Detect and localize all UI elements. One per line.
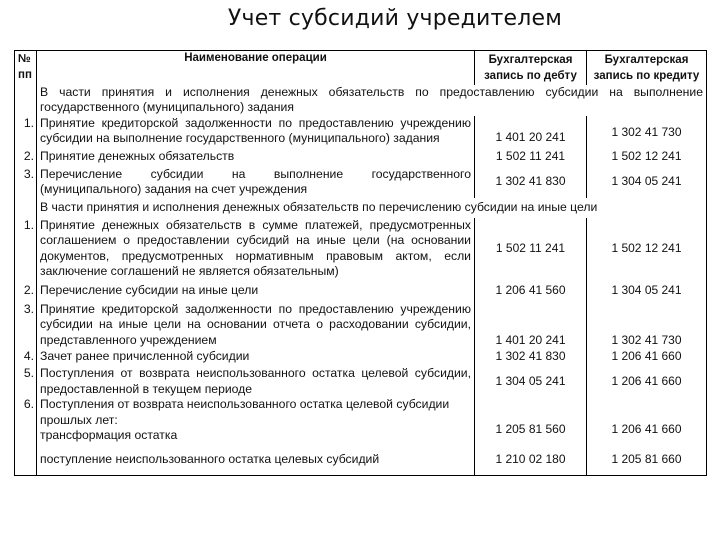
row-num: 3. — [15, 167, 37, 198]
row-credit: 1 304 05 241 — [587, 280, 707, 302]
table-row — [15, 444, 707, 476]
row-credit: 1 304 05 241 — [587, 167, 707, 198]
section-1-num — [15, 85, 37, 116]
row-name: поступление неиспользованного остатка целевых субсидий — [37, 444, 475, 476]
row-debit: 1 205 81 560 — [475, 397, 587, 444]
row-num: 5. — [15, 366, 37, 397]
row-debit: 1 304 05 241 — [475, 366, 587, 397]
section-1-row — [15, 85, 707, 116]
header-name: Наименование операции — [37, 51, 475, 85]
row-name: Принятие денежных обязательств — [37, 147, 475, 167]
row-name: Принятие денежных обязательств в сумме платежей, предусмотренных соглашением о предоставлении субсидий на иные цели (на основании документов, предусмотренных нормативным правовым актом, если заключение соглашений не является обязательным) — [37, 218, 475, 280]
row-num: 3. — [15, 302, 37, 349]
row-name: Поступления от возврата неиспользованного остатка целевой субсидии, предоставленной в текущем периоде — [37, 366, 475, 397]
row-name — [37, 397, 475, 444]
row-num: 1. — [15, 116, 37, 147]
row-debit: 1 302 41 830 — [475, 167, 587, 198]
row-debit: 1 401 20 241 — [475, 302, 587, 349]
row-num: 6. — [15, 397, 37, 444]
row-credit: 1 206 41 660 — [587, 366, 707, 397]
table-row — [15, 116, 707, 147]
header-credit: Бухгалтерская запись по кредиту — [587, 51, 707, 85]
table-row — [15, 147, 707, 167]
page-title: Учет субсидий учредителем — [227, 6, 563, 31]
row-name: Принятие кредиторской задолженности по предоставлению учреждению субсидии на выполнение государственного (муниципального) задания — [37, 116, 475, 147]
row-credit: 1 502 12 241 — [587, 218, 707, 280]
row-name-line2: трансформация остатка — [40, 428, 178, 442]
row-debit: 1 210 02 180 — [475, 444, 587, 476]
row-name: Перечисление субсидии на иные цели — [37, 280, 475, 302]
table-row — [15, 348, 707, 366]
row-credit: 1 206 41 660 — [587, 397, 707, 444]
row-debit: 1 206 41 560 — [475, 280, 587, 302]
row-num: 2. — [15, 147, 37, 167]
section-2-row — [15, 198, 707, 218]
table-row — [15, 366, 707, 397]
row-num — [15, 444, 37, 476]
operations-table — [14, 50, 707, 476]
header-num: № пп — [15, 51, 37, 85]
table-row — [15, 397, 707, 444]
table-row — [15, 167, 707, 198]
row-credit: 1 502 12 241 — [587, 147, 707, 167]
row-num: 1. — [15, 218, 37, 280]
row-credit: 1 302 41 730 — [587, 116, 707, 147]
row-num: 2. — [15, 280, 37, 302]
section-1-title: В части принятия и исполнения денежных обязательств по предоставлению субсидии на выполнение государственного (муниципального) задания — [37, 85, 707, 116]
table-header-row — [15, 51, 707, 85]
row-debit: 1 502 11 241 — [475, 147, 587, 167]
section-2-num — [15, 198, 37, 218]
row-name: Принятие кредиторской задолженности по предоставлению учреждению субсидии на иные цели на основании отчета о расходовании субсидии, представленного учреждением — [37, 302, 475, 349]
header-debit: Бухгалтерская запись по дебту — [475, 51, 587, 85]
row-credit: 1 302 41 730 — [587, 302, 707, 349]
row-num: 4. — [15, 348, 37, 366]
row-debit: 1 502 11 241 — [475, 218, 587, 280]
table-row — [15, 218, 707, 280]
row-name: Перечисление субсидии на выполнение государственного (муниципального) задания на счет учреждения — [37, 167, 475, 198]
row-credit: 1 206 41 660 — [587, 348, 707, 366]
section-2-title: В части принятия и исполнения денежных обязательств по перечислению субсидии на иные цели — [37, 198, 707, 218]
row-name-line1: Поступления от возврата неиспользованного остатка целевой субсидии прошлых лет: — [40, 397, 450, 427]
table-row — [15, 302, 707, 349]
row-credit: 1 205 81 660 — [587, 444, 707, 476]
row-debit: 1 401 20 241 — [475, 116, 587, 147]
table-row — [15, 280, 707, 302]
row-debit: 1 302 41 830 — [475, 348, 587, 366]
row-name: Зачет ранее причисленной субсидии — [37, 348, 475, 366]
